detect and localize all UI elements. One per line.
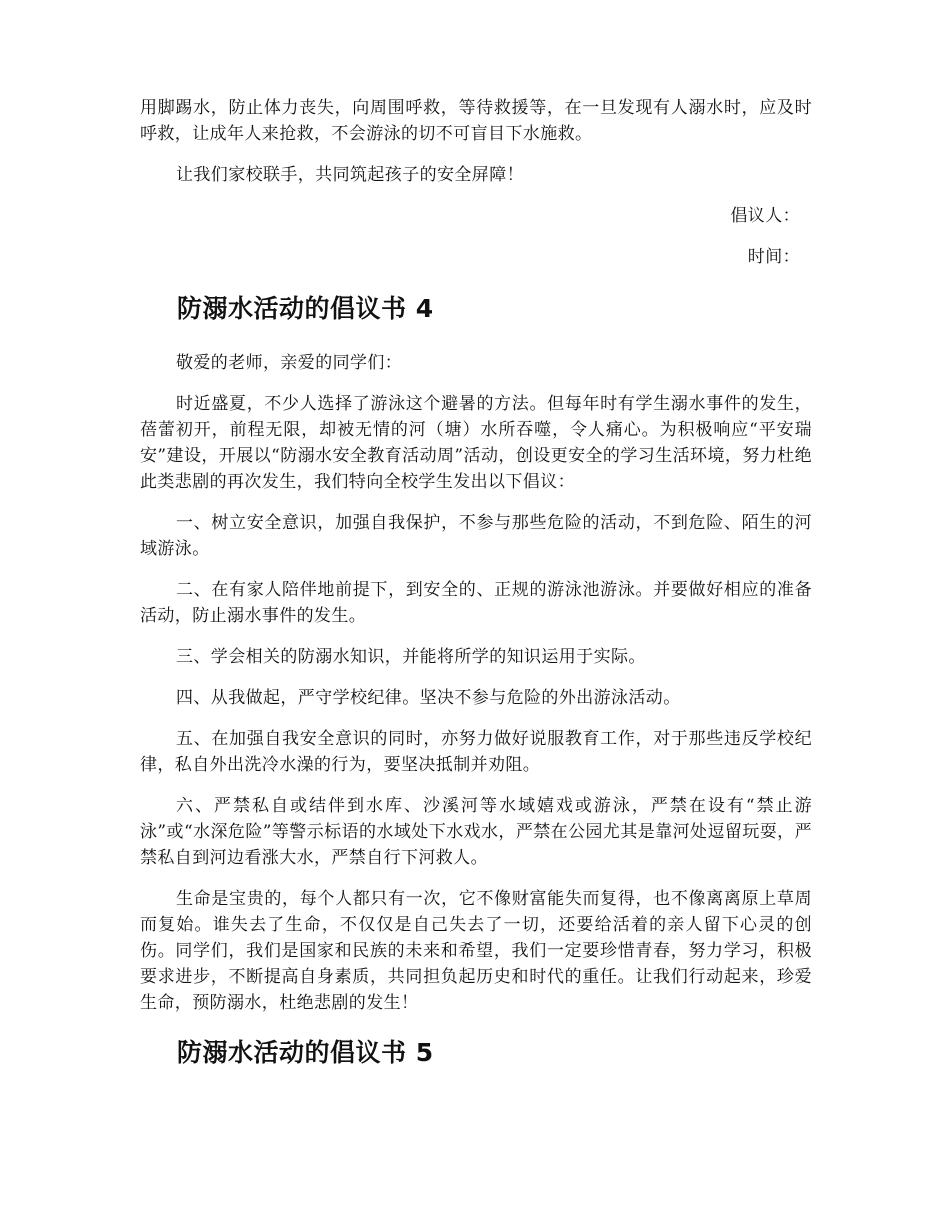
signer-label: 倡议人：: [730, 206, 800, 226]
section-heading-5: 防溺水活动的倡议书 5: [177, 1038, 434, 1067]
time-label: 时间：: [747, 247, 800, 267]
body-paragraph: 四、从我做起，严守学校纪律。坚决不参与危险的外出游泳活动。: [176, 688, 681, 708]
document-body: [140, 95, 812, 1070]
intro-paragraph: 用脚踢水，防止体力丧失，向周围呼救，等待救援等，在一旦发现有人溺水时，应及时呼救，让成年人来抢救，不会游泳的切不可盲目下水施救。: [140, 98, 812, 144]
intro-paragraph: 让我们家校联手，共同筑起孩子的安全屏障！: [176, 165, 524, 185]
body-paragraph: 六、严禁私自或结伴到水库、沙溪河等水域嬉戏或游泳，严禁在设有“禁止游泳”或“水深危险”等警示标语的水域处下水戏水，严禁在公园尤其是靠河处逗留玩耍，严禁私自到河边看涨大水，严禁自行下河救人。: [140, 796, 812, 868]
body-paragraph: 二、在有家人陪伴地前提下，到安全的、正规的游泳池游泳。并要做好相应的准备活动，防止溺水事件的发生。: [140, 580, 812, 626]
body-paragraph: 生命是宝贵的，每个人都只有一次，它不像财富能失而复得，也不像离离原上草周而复始。谁失去了生命，不仅仅是自己失去了一切，还要给活着的亲人留下心灵的创伤。同学们，我们是国家和民族的未来和希望，我们一定要珍惜青春，努力学习，积极要求进步，不断提高自身素质，共同担负起历史和时代的重任。让我们行动起来，珍爱生命，预防溺水，杜绝悲剧的发生！: [140, 889, 812, 1013]
section-heading-4: 防溺水活动的倡议书 4: [177, 294, 434, 323]
body-paragraph: 五、在加强自我安全意识的同时，亦努力做好说服教育工作，对于那些违反学校纪律，私自外出洗冷水澡的行为，要坚决抵制并劝阻。: [140, 729, 812, 775]
greeting: 敬爱的老师，亲爱的同学们：: [176, 353, 403, 373]
body-paragraph: 一、树立安全意识，加强自我保护，不参与那些危险的活动，不到危险、陌生的河域游泳。: [140, 513, 812, 559]
body-paragraph: 时近盛夏，不少人选择了游泳这个避暑的方法。但每年时有学生溺水事件的发生，蓓蕾初开，前程无限，却被无情的河（塘）水所吞噬，令人痛心。为积极响应“平安瑞安”建设，开展以“防溺水安全教育活动周”活动，创设更安全的学习生活环境，努力杜绝此类悲剧的再次发生，我们特向全校学生发出以下倡议：: [140, 394, 812, 492]
body-paragraph: 三、学会相关的防溺水知识，并能将所学的知识运用于实际。: [176, 647, 646, 667]
